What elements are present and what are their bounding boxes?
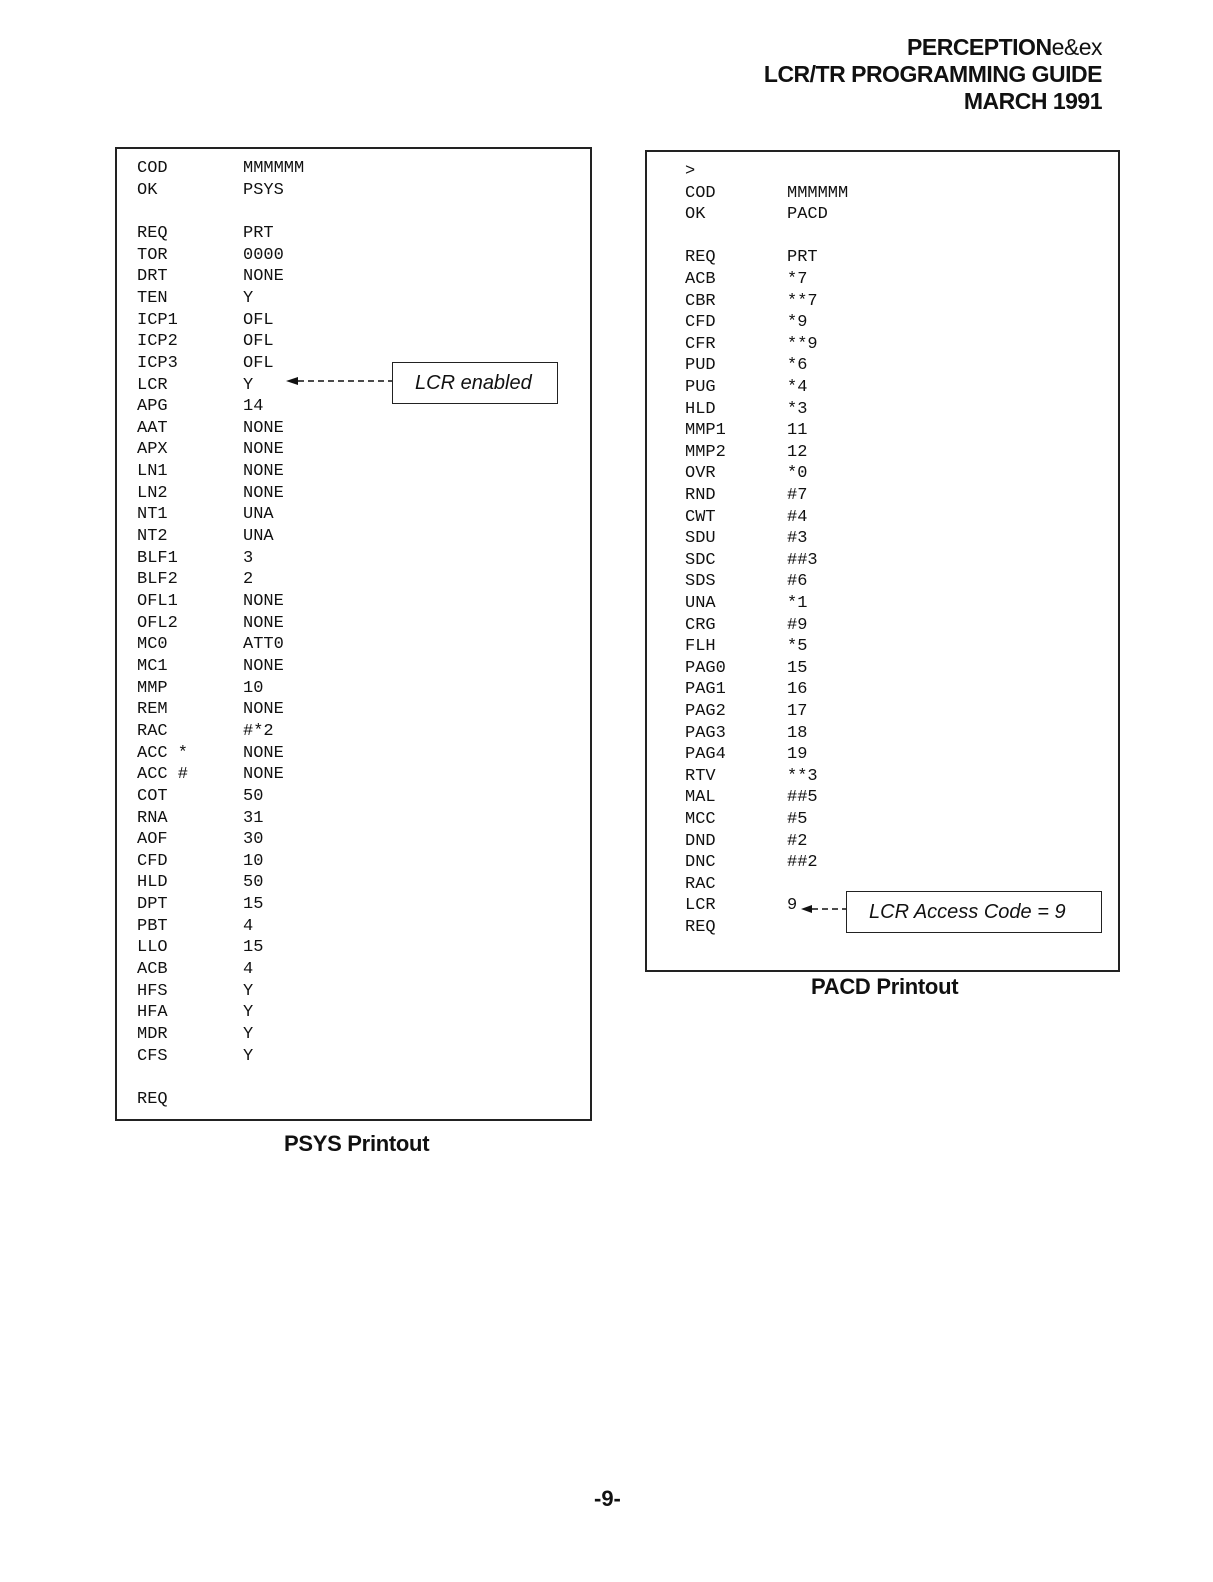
pacd-line-key: PAG4 [685,745,726,765]
pacd-line-value: *7 [787,270,808,289]
psys-line-key: MC1 [137,656,168,676]
psys-line-key: BLF1 [137,548,178,568]
pacd-line-value: PACD [787,205,828,225]
pacd-line-key: MCC [685,810,716,829]
pacd-line-value: *5 [787,637,808,657]
pacd-line-value: **9 [787,334,818,354]
psys-line-key: COD [137,159,168,178]
psys-line-value: 31 [243,808,264,828]
pacd-line-key: MMP2 [685,442,726,462]
pacd-line-value: **3 [787,766,818,786]
pacd-line-value: PRT [787,248,818,268]
psys-line-value: PRT [243,223,274,243]
psys-line-key: ICP2 [137,332,178,352]
psys-line-value: 4 [243,916,254,936]
psys-line-key: LLO [137,938,168,958]
psys-line-key: OFL1 [137,592,178,611]
psys-line-key: HFA [137,1003,168,1023]
psys-line-value: 15 [243,938,264,958]
header-product [764,34,1102,61]
psys-line-value: MMMMMM [243,159,305,178]
psys-line-value: ATT0 [243,635,284,655]
psys-line-key: HFS [137,981,168,1001]
pacd-line-key: SDS [685,572,716,592]
header-guide-title: LCR/TR PROGRAMMING GUIDE [763,61,1102,87]
psys-line-key: MDR [137,1025,168,1044]
pacd-line-key: SDC [685,550,716,570]
psys-line-value: NONE [243,483,284,503]
psys-line-value: PSYS [243,180,284,200]
psys-line-value: Y [243,1046,254,1066]
pacd-line-key: PAG0 [685,658,726,678]
pacd-line-key: REQ [685,918,716,937]
page-number: -9- [594,1486,621,1511]
psys-line-value: NONE [243,267,284,287]
page-header [764,34,1102,115]
psys-line-key: NT1 [137,505,168,525]
pacd-line-key: MAL [685,788,716,808]
psys-line-key: NT2 [137,527,168,547]
pacd-line-value: *0 [787,464,808,484]
pacd-line-key: COD [685,183,716,203]
pacd-callout: LCR Access Code = 9 [846,891,1102,933]
pacd-line-value: 16 [787,680,808,700]
pacd-line-key: UNA [685,594,716,613]
psys-line-key: CFD [137,851,168,871]
psys-line-value: OFL [243,353,274,373]
psys-line-value: 50 [243,786,264,806]
pacd-line-key: DNC [685,853,716,873]
pacd-line-value: *1 [787,594,808,613]
psys-line-value: NONE [243,743,284,763]
header-product-main: PERCEPTION [907,34,1052,60]
psys-line-key: MC0 [137,635,168,655]
psys-line-value: OFL [243,310,274,330]
pacd-line-key: CRG [685,615,716,635]
pacd-line-value: #5 [787,810,808,829]
psys-line-key: TOR [137,245,168,265]
pacd-line-key: PUG [685,378,716,397]
pacd-line-key: PAG3 [685,723,726,743]
pacd-line-key: CFD [685,313,716,333]
psys-arrow-icon [284,375,394,387]
psys-line-key: ICP1 [137,310,178,330]
pacd-line-value: MMMMMM [787,183,849,203]
psys-line-value: 3 [243,548,254,568]
pacd-line-value: #2 [787,831,808,851]
psys-line-key: ACB [137,960,168,980]
psys-line-value: Y [243,1025,254,1044]
pacd-line-value: ##5 [787,788,818,808]
psys-line-key: RNA [137,808,168,828]
pacd-line-value: #7 [787,486,808,505]
pacd-line-key: PUD [685,356,716,376]
psys-line-value: NONE [243,440,284,460]
psys-line-key: OK [137,180,158,200]
psys-line-value: NONE [243,592,284,611]
pacd-line-value: ##3 [787,550,818,570]
pacd-line-value: 19 [787,745,808,765]
psys-line-key: APG [137,397,168,417]
psys-line-key: LCR [137,375,168,395]
psys-line-key: COT [137,786,168,806]
header-date: MARCH 1991 [963,88,1102,114]
psys-line-key: ACC # [137,765,189,785]
psys-line-key: LN2 [137,483,168,503]
psys-line-key: BLF2 [137,570,178,590]
psys-line-key: MMP [137,678,168,698]
psys-line-key: RAC [137,721,168,741]
header-product-sub: e&ex [1051,34,1102,60]
psys-printout-box [115,147,592,1121]
pacd-line-value: *9 [787,313,808,333]
pacd-line-key: LCR [685,896,716,916]
pacd-line-key: SDU [685,529,716,549]
pacd-line-value: 17 [787,702,808,721]
psys-line-value: 30 [243,830,264,850]
psys-line-value: NONE [243,656,284,676]
pacd-line-value: 9 [787,896,798,916]
pacd-line-key: OK [685,205,706,225]
pacd-line-key: REQ [685,248,716,268]
psys-line-key: APX [137,440,168,460]
psys-line-value: Y [243,981,254,1001]
pacd-printout-box [645,150,1120,972]
pacd-line-value: 18 [787,723,808,743]
psys-line-key: ICP3 [137,353,178,373]
psys-caption: PSYS Printout [284,1131,430,1156]
pacd-arrow-icon [800,903,848,915]
psys-line-value: NONE [243,418,284,438]
pacd-line-key: FLH [685,637,716,657]
pacd-line-value: #6 [787,572,808,592]
psys-line-value: UNA [243,505,274,525]
psys-line-value: 2 [243,570,254,590]
psys-line-value: NONE [243,765,284,785]
psys-line-value: Y [243,1003,254,1023]
pacd-line-key: OVR [685,464,716,484]
psys-line-key: CFS [137,1046,168,1066]
pacd-line-key: RAC [685,874,716,894]
pacd-line-value: 15 [787,658,808,678]
psys-line-value: #*2 [243,721,274,741]
pacd-line-key: DND [685,831,716,851]
psys-line-key: AAT [137,418,168,438]
pacd-line-value: *6 [787,356,808,376]
psys-line-value: Y [243,375,254,395]
psys-line-value: 10 [243,851,264,871]
psys-line-value: 15 [243,895,264,915]
psys-line-key: REM [137,700,168,720]
psys-line-value: 50 [243,873,264,893]
pacd-line-key: RTV [685,766,716,786]
psys-line-value: NONE [243,700,284,720]
psys-line-value: NONE [243,462,284,482]
psys-line-key: DPT [137,895,168,915]
pacd-line-value: #4 [787,507,808,527]
psys-line-key: PBT [137,916,168,936]
pacd-line-key: CWT [685,507,716,527]
psys-line-value: UNA [243,527,274,547]
pacd-line-value: 11 [787,421,808,441]
psys-callout: LCR enabled [392,362,558,404]
pacd-line-key: CBR [685,291,716,311]
pacd-caption: PACD Printout [811,974,959,999]
pacd-line-key: PAG2 [685,702,726,721]
psys-line-key: AOF [137,830,168,850]
pacd-line-value: #9 [787,615,808,635]
psys-line-key: LN1 [137,462,168,482]
psys-line-value: OFL [243,332,274,352]
psys-line-value: 4 [243,960,254,980]
pacd-line-key: PAG1 [685,680,726,700]
pacd-line-key: HLD [685,399,716,419]
pacd-line-key: ACB [685,270,716,289]
psys-line-key: ACC * [137,743,189,763]
psys-line-value: 10 [243,678,264,698]
pacd-line-key: RND [685,486,716,505]
psys-line-value: 14 [243,397,264,417]
pacd-line-key: > [685,162,696,181]
psys-line-key: TEN [137,288,168,308]
psys-line-key: DRT [137,267,168,287]
pacd-line-value: *3 [787,399,808,419]
psys-line-value: Y [243,288,254,308]
psys-line-value: NONE [243,613,284,633]
pacd-line-value: ##2 [787,853,818,873]
psys-line-key: REQ [137,223,168,243]
pacd-line-value: #3 [787,529,808,549]
psys-line-key: HLD [137,873,168,893]
pacd-line-value: 12 [787,442,808,462]
psys-line-value: 0000 [243,245,284,265]
pacd-line-key: CFR [685,334,716,354]
pacd-line-value: *4 [787,378,808,397]
pacd-line-key: MMP1 [685,421,726,441]
pacd-line-value: **7 [787,291,818,311]
psys-line-key: OFL2 [137,613,178,633]
psys-line-key: REQ [137,1089,168,1109]
